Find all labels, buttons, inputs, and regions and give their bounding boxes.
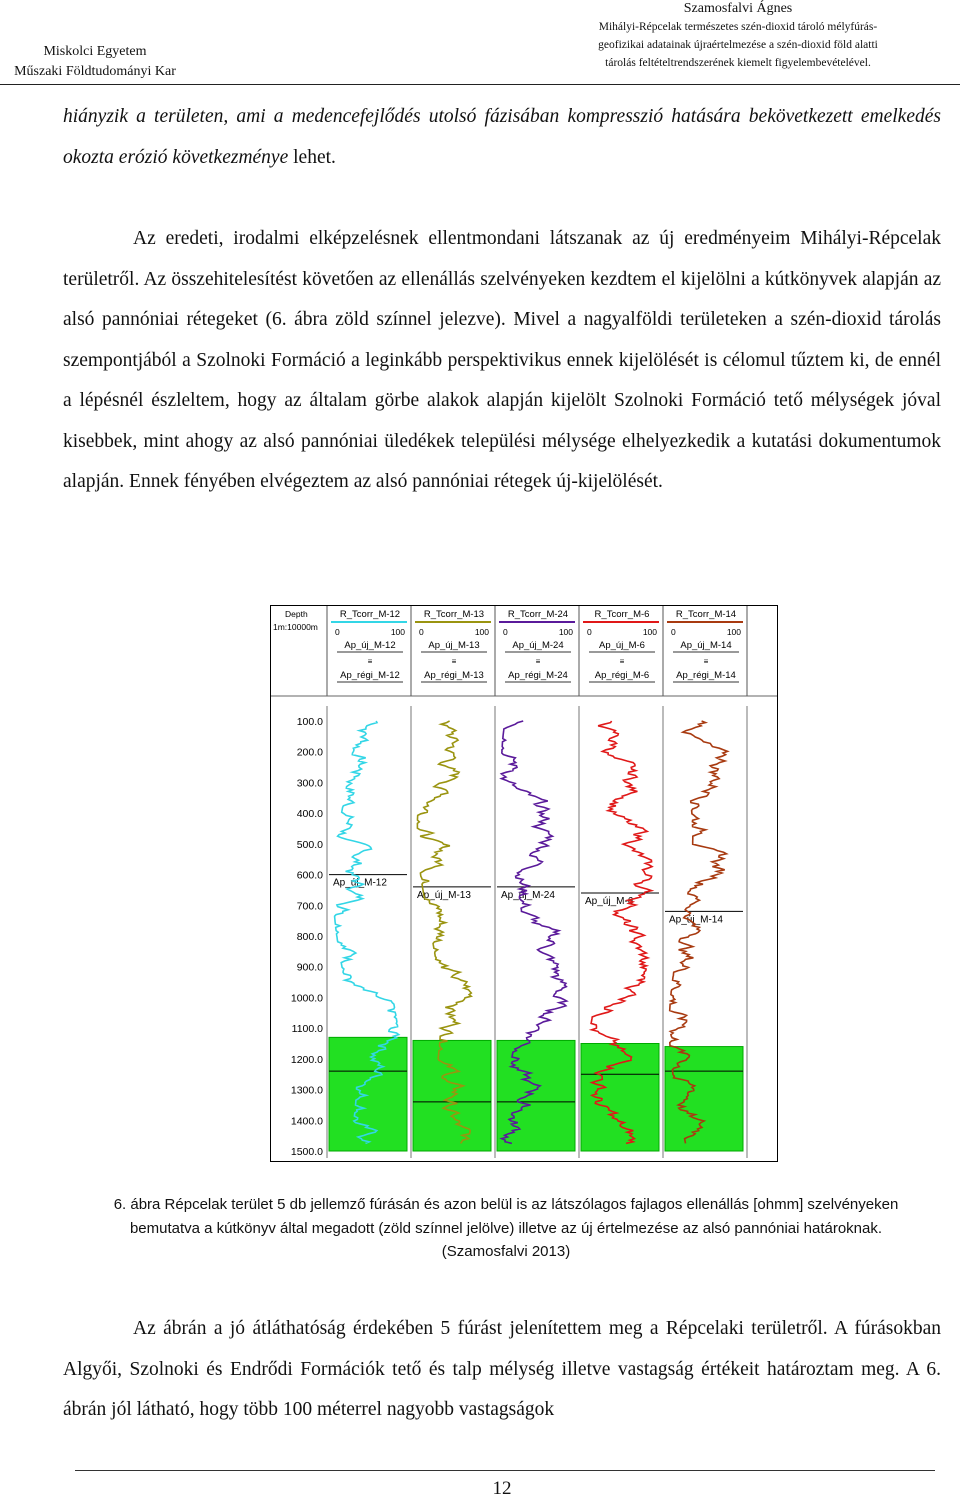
header-title-line-2: geofizikai adatainak újraértelmezése a szén-dioxid föld alatti	[598, 39, 878, 51]
header-divider	[0, 84, 960, 85]
depth-tick-label: 1500.0	[290, 1146, 323, 1158]
paragraph-2-text: Az eredeti, irodalmi elképzelésnek ellentmondani látszanak az új eredményeim Mihályi-Répcelak területről. Az összehitelesítést követően az ellenállás szelvényeken kezdtem el kijelölni a kútkönyvek alapján az alsó pannóniai rétegeket (6. ábra zöld színnel jelezve). Mivel a nagyalföldi területeken a szén-dioxid tárolás szempontjából a Szolnoki Formáció a leginkább perspektivikus ennek kijelölését is célomul tűztem ki, de ennél a lépésnél észleltem, hogy az általam görbe alakok alapján kijelölt Szolnoki Formáció tető mélységek jóval kisebbek, mint ahogy az alsó pannóniai üledékek települési mélysége elhelyezkedik a kutatási dokumentumok alapján. Ennek fényében elvégeztem az alsó pannóniai rétegek új-kijelölését.	[63, 228, 941, 492]
old-top-label: Ap_régi_M-24	[508, 670, 568, 681]
scale-max-label: 100	[642, 627, 657, 637]
old-top-label: Ap_régi_M-14	[676, 670, 736, 681]
paragraph-3-text: Az ábrán a jó átláthatóság érdekében 5 fúrást jelenítettem meg a Répcelaki területről. A fúrásokban Algyői, Szolnoki és Endrődi Formációk tető és talp mélység illetve vastagság értékeit határoztam meg. A 6. ábrán jól látható, hogy több 100 méterrel nagyobb vastagságok	[63, 1318, 941, 1420]
depth-tick-label: 1300.0	[290, 1084, 323, 1097]
header-title-line-3: tárolás feltételtrendszerének kiemelt figyelembevételével.	[605, 57, 871, 69]
scale-min-label: 0	[587, 627, 592, 637]
curve-name-label: R_Tcorr_M-6	[594, 609, 650, 620]
scale-min-label: 0	[335, 627, 340, 637]
new-top-label: Ap_új_M-6	[599, 640, 645, 651]
formation-top-label: Ap_új_M-13	[417, 889, 471, 901]
marker-symbol: ≡	[619, 657, 625, 666]
marker-symbol: ≡	[535, 657, 541, 666]
new-top-label: Ap_új_M-24	[512, 640, 564, 651]
scale-min-label: 0	[671, 627, 676, 637]
paragraph-1	[63, 97, 941, 178]
scale-min-label: 0	[419, 627, 424, 637]
curve-name-label: R_Tcorr_M-24	[507, 609, 569, 620]
formation-top-label: Ap_új_M-14	[669, 914, 723, 926]
scale-header-label: 1m:10000m	[273, 622, 318, 632]
scale-max-label: 100	[558, 627, 573, 637]
figure-caption: 6. ábra Répcelak terület 5 db jellemző fúrásán és azon belül is az látszólagos fajlagos ellenállás [ohmm] szelvényeken bemutatva a kútkönyv által megadott (zöld színnel jelölve) illetve az új értelmezése az alsó pannóniai határoknak. (Szamosfalvi 2013)	[113, 1196, 899, 1260]
depth-tick-label: 1000.0	[290, 992, 323, 1005]
depth-tick-label: 500.0	[296, 838, 323, 851]
depth-tick-label: 1400.0	[290, 1115, 323, 1128]
formation-top-label: Ap_új_M-12	[333, 877, 387, 889]
marker-symbol: ≡	[451, 657, 457, 666]
curve-name-label: R_Tcorr_M-14	[675, 609, 737, 620]
header-university: Miskolci Egyetem	[43, 44, 147, 59]
scale-max-label: 100	[726, 627, 741, 637]
scale-max-label: 100	[474, 627, 489, 637]
marker-symbol: ≡	[367, 657, 373, 666]
header-title-block	[538, 0, 938, 72]
formation-top-label: Ap_új_M-6	[585, 896, 634, 907]
depth-tick-label: 100.0	[296, 716, 323, 728]
formation-top-label: Ap_új_M-24	[501, 889, 555, 901]
old-top-label: Ap_régi_M-13	[424, 670, 484, 681]
depth-header-label: Depth	[285, 609, 308, 619]
page-number: 12	[492, 1478, 512, 1499]
figure-resistivity-logs	[270, 605, 778, 1162]
depth-tick-label: 1200.0	[290, 1053, 323, 1066]
green-interval-block	[581, 1044, 659, 1152]
depth-tick-label: 400.0	[296, 808, 323, 821]
paragraph-2	[63, 219, 941, 503]
paragraph-1-end: lehet.	[288, 146, 336, 168]
new-top-label: Ap_új_M-13	[428, 640, 480, 651]
depth-tick-label: 700.0	[296, 900, 323, 913]
scale-min-label: 0	[503, 627, 508, 637]
paragraph-1-italic: hiányzik a területen, ami a medencefejlődés utolsó fázisában kompresszió hatására bekövetkezett emelkedés okozta erózió következménye	[63, 106, 941, 168]
header-author: Szamosfalvi Ágnes	[683, 1, 793, 16]
depth-tick-label: 800.0	[296, 931, 323, 943]
green-interval-block	[413, 1040, 491, 1151]
green-interval-block	[665, 1047, 743, 1151]
header-title-line-1: Mihályi-Répcelak természetes szén-dioxid tároló mélyfúrás-	[598, 21, 878, 33]
marker-symbol: ≡	[703, 657, 709, 666]
footer-divider	[75, 1470, 935, 1471]
paragraph-3	[63, 1309, 941, 1431]
old-top-label: Ap_régi_M-6	[594, 670, 650, 681]
depth-tick-label: 600.0	[296, 869, 323, 882]
new-top-label: Ap_új_M-14	[680, 640, 732, 651]
depth-tick-label: 1100.0	[291, 1023, 323, 1036]
log-correlation-panel	[271, 606, 777, 1161]
header-faculty: Műszaki Földtudományi Kar	[14, 64, 176, 79]
depth-tick-label: 200.0	[296, 746, 323, 759]
depth-tick-label: 900.0	[296, 961, 323, 974]
header-institution	[0, 42, 190, 82]
curve-name-label: R_Tcorr_M-13	[423, 609, 485, 620]
depth-tick-label: 300.0	[296, 777, 323, 790]
curve-name-label: R_Tcorr_M-12	[339, 609, 401, 620]
new-top-label: Ap_új_M-12	[344, 640, 396, 651]
scale-max-label: 100	[390, 627, 405, 637]
old-top-label: Ap_régi_M-12	[340, 670, 400, 681]
